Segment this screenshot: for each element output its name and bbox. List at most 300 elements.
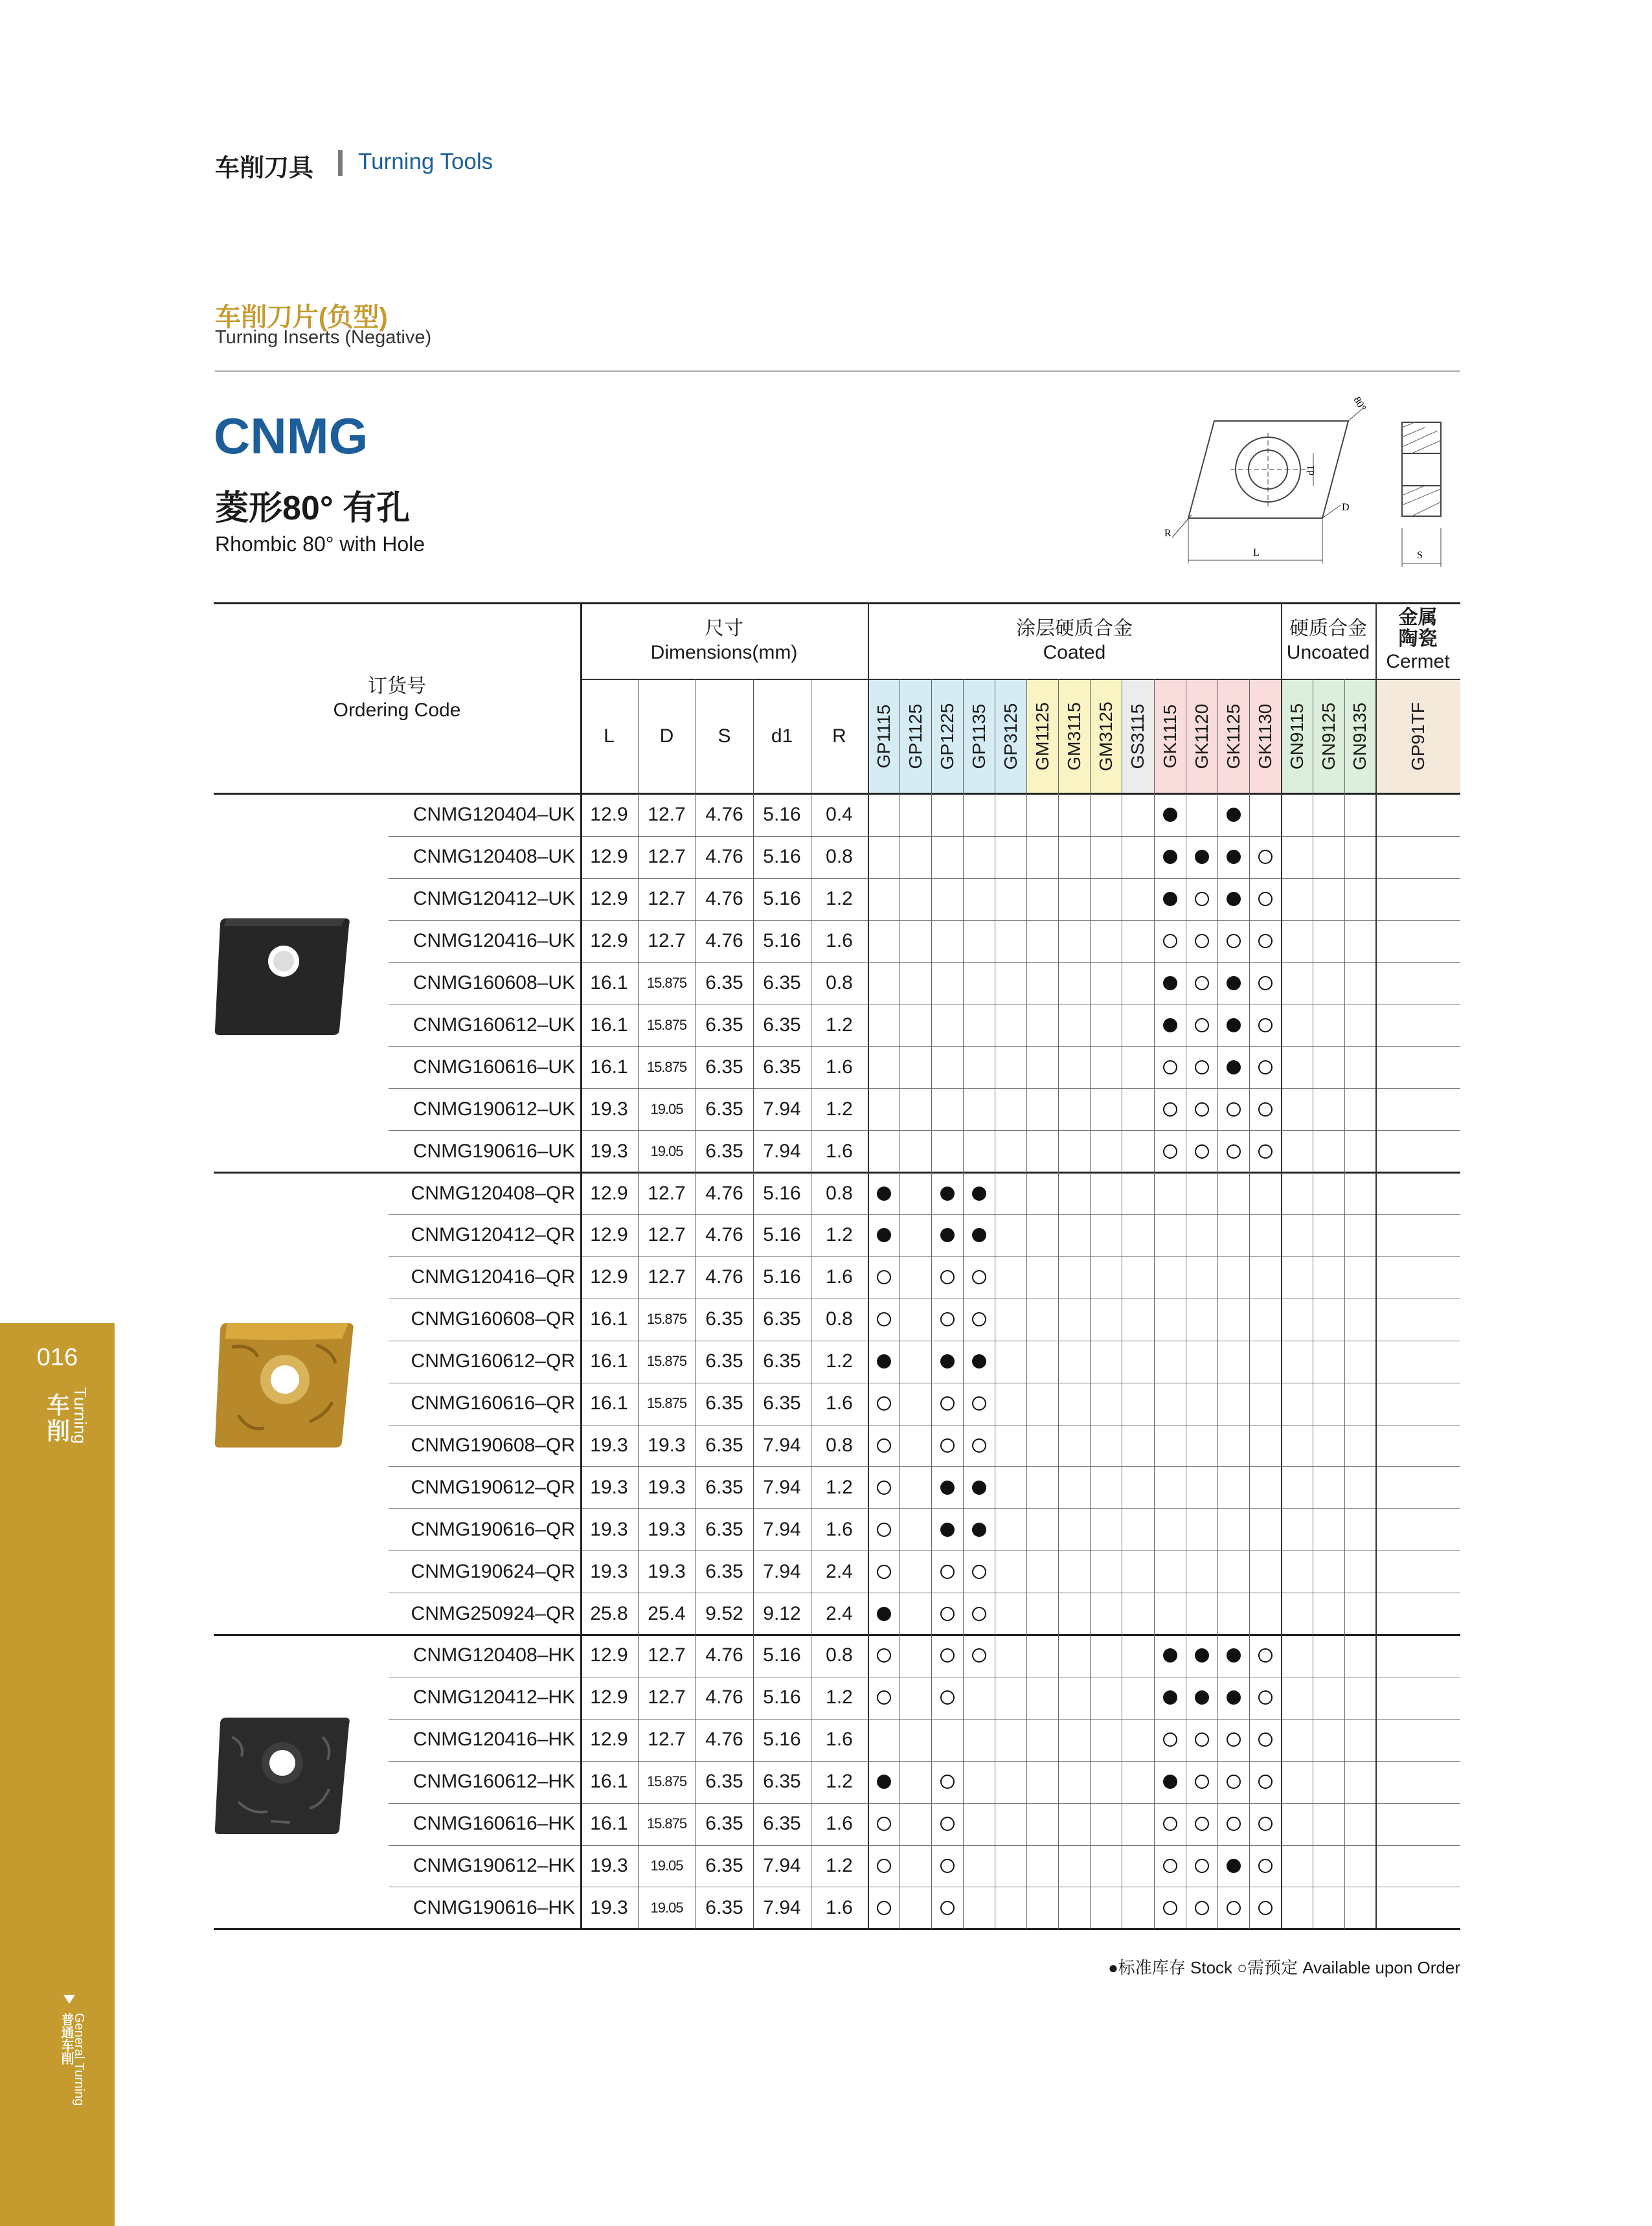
table-hline (389, 1845, 580, 1846)
stock-dot (1163, 1648, 1177, 1663)
table-hline (389, 1550, 580, 1551)
stock-dot (940, 1187, 955, 1201)
dimension-value: 12.9 (590, 846, 628, 868)
order-circle (1258, 892, 1273, 906)
table-hline (389, 1719, 580, 1720)
table-vline (1154, 679, 1155, 1929)
dimension-value: 6.35 (705, 1014, 743, 1036)
dimension-value: 12.7 (648, 1644, 686, 1666)
dimension-value: 16.1 (590, 1014, 628, 1036)
table-hline (389, 1761, 580, 1762)
drawing-D-label: D (1342, 502, 1350, 513)
grade-column-header: GP3125 (1000, 703, 1021, 770)
dimension-value: 0.8 (826, 972, 853, 994)
dimension-value: 6.35 (763, 1308, 801, 1330)
dimension-value: 12.9 (590, 930, 628, 952)
dimension-value: 6.35 (705, 1771, 743, 1793)
dimension-value: 12.9 (590, 888, 628, 910)
product-shape-cn: 菱形80° 有孔 (215, 490, 411, 527)
dimension-value: 0.8 (826, 1644, 853, 1666)
dimension-value: 1.6 (826, 1140, 853, 1162)
order-circle (877, 1312, 891, 1326)
dimension-value: 5.16 (763, 930, 801, 952)
order-circle (1227, 1901, 1241, 1915)
order-circle (877, 1565, 891, 1579)
dimension-value: 19.05 (650, 1142, 683, 1159)
dimension-value: 12.7 (648, 1687, 686, 1709)
order-circle (1163, 934, 1177, 948)
product-code: CNMG250924–QR (411, 1602, 575, 1624)
table-hline (580, 1088, 1460, 1089)
dimension-value: 1.2 (826, 1771, 853, 1793)
stock-dot (1227, 850, 1241, 864)
drawing-S-label: S (1417, 550, 1423, 561)
dimension-value: 19.3 (648, 1518, 686, 1540)
order-circle (877, 1901, 891, 1915)
dimension-value: 1.2 (826, 1854, 853, 1876)
order-circle (972, 1270, 986, 1284)
dimension-value: 0.4 (826, 804, 853, 826)
uncoated-header-line1: 硬质合金 (1289, 617, 1367, 639)
order-circle (940, 1901, 955, 1915)
dimension-value: 16.1 (590, 1056, 628, 1078)
product-code: CNMG160608–UK (413, 972, 575, 994)
dimension-column-header: R (832, 725, 846, 747)
dimension-value: 7.94 (763, 1140, 801, 1162)
table-hline (580, 1845, 1460, 1846)
page-number: 016 (36, 1344, 78, 1371)
order-circle (1258, 1775, 1273, 1789)
order-circle (1195, 1775, 1209, 1789)
dimension-value: 6.35 (705, 1434, 743, 1456)
order-circle (1227, 934, 1241, 948)
table-vline (963, 679, 964, 1929)
dimension-value: 6.35 (705, 1518, 743, 1540)
product-code: CNMG190612–HK (413, 1854, 575, 1876)
grade-column-header: GM3125 (1095, 701, 1116, 771)
dimension-value: 9.52 (705, 1602, 743, 1624)
dimension-value: 15.875 (646, 1016, 687, 1033)
table-vline (1026, 679, 1027, 1929)
grade-column-header: GP91TF (1407, 702, 1428, 771)
product-code: CNMG160612–HK (413, 1771, 575, 1793)
dimension-value: 1.2 (826, 1014, 853, 1036)
order-circle (940, 1565, 955, 1579)
product-code: CNMG190616–HK (413, 1896, 575, 1918)
dimension-value: 7.94 (763, 1896, 801, 1918)
dimension-value: 7.94 (763, 1476, 801, 1498)
order-circle (940, 1396, 955, 1411)
dimension-value: 16.1 (590, 972, 628, 994)
dimension-value: 12.7 (648, 804, 686, 826)
dimension-value: 19.3 (648, 1476, 686, 1498)
dimension-value: 6.35 (705, 1098, 743, 1120)
table-vline (1249, 679, 1250, 1929)
dimension-value: 4.76 (705, 1644, 743, 1666)
table-hline (214, 1172, 1460, 1174)
dimension-value: 12.7 (648, 1266, 686, 1288)
dimensions-header-line1: 尺寸 (705, 617, 743, 639)
dimension-value: 4.76 (705, 930, 743, 952)
table-hline (389, 1803, 580, 1804)
table-hline (389, 1088, 580, 1089)
dimension-value: 2.4 (826, 1602, 853, 1624)
order-circle (940, 1438, 955, 1453)
order-circle (940, 1607, 955, 1621)
section-title-cn: 车削刀片(负型) (215, 303, 388, 332)
grade-column-header: GK1120 (1191, 703, 1212, 769)
table-hline (389, 962, 580, 963)
stock-dot (1227, 1060, 1241, 1074)
dimension-value: 12.9 (590, 1224, 628, 1246)
order-circle (940, 1817, 955, 1831)
dimension-value: 25.4 (648, 1602, 686, 1624)
table-hline (580, 878, 1460, 879)
dimension-value: 4.76 (705, 1224, 743, 1246)
order-circle (1227, 1144, 1241, 1159)
table-vline (638, 679, 639, 1929)
legend: ●标准库存 Stock ○需预定 Available upon Order (1108, 1958, 1460, 1977)
dimension-value: 6.35 (763, 972, 801, 994)
dimension-value: 19.3 (590, 1560, 628, 1582)
table-vline (1375, 602, 1377, 1929)
dimension-value: 25.8 (590, 1602, 628, 1624)
dimension-value: 5.16 (763, 846, 801, 868)
dimension-value: 16.1 (590, 1771, 628, 1793)
grade-column-header: GP1115 (873, 704, 894, 769)
table-hline (580, 1046, 1460, 1047)
stock-dot (877, 1607, 891, 1621)
grade-column-header: GK1125 (1223, 703, 1243, 769)
uncoated-header (1281, 602, 1375, 679)
order-circle (1258, 1060, 1273, 1074)
order-circle (1195, 892, 1209, 906)
dimension-value: 1.2 (826, 888, 853, 910)
dimension-value: 15.875 (646, 1773, 687, 1790)
drawing-L-label: L (1253, 547, 1260, 558)
grade-column-header: GM3115 (1063, 702, 1084, 771)
stock-dot (1227, 1018, 1241, 1032)
dimension-value: 1.6 (826, 1056, 853, 1078)
stock-dot (972, 1523, 986, 1537)
order-circle (972, 1396, 986, 1411)
grade-column-header: GN9125 (1318, 702, 1339, 771)
product-code: CNMG120404–UK (413, 804, 575, 826)
header-title-en: Turning Tools (358, 149, 493, 174)
order-circle (1227, 1817, 1241, 1831)
dimension-value: 12.7 (648, 930, 686, 952)
order-circle (1258, 1018, 1273, 1032)
dimension-value: 12.9 (590, 1182, 628, 1204)
drawing-R-label: R (1164, 528, 1171, 539)
order-circle (940, 1859, 955, 1873)
grade-column-header: GK1130 (1254, 703, 1275, 769)
order-circle (1195, 1018, 1209, 1032)
order-circle (1195, 976, 1209, 990)
dimension-value: 19.3 (590, 1098, 628, 1120)
dimension-value: 1.2 (826, 1687, 853, 1709)
order-circle (877, 1396, 891, 1411)
table-hline (389, 1508, 580, 1509)
header-title-cn: 车削刀具 (215, 155, 314, 182)
dimension-value: 6.35 (705, 1813, 743, 1835)
dimension-value: 4.76 (705, 888, 743, 910)
table-hline (214, 793, 1460, 795)
table-hline (214, 1928, 1460, 1930)
order-circle (1163, 1817, 1177, 1831)
dimension-value: 1.2 (826, 1098, 853, 1120)
order-circle (1227, 1102, 1241, 1117)
stock-dot (1163, 1018, 1177, 1032)
order-circle (1258, 1690, 1273, 1705)
dimension-column-header: L (604, 725, 615, 747)
insert-qr-image (212, 1318, 358, 1451)
order-circle (877, 1270, 891, 1284)
dimension-value: 6.35 (763, 1771, 801, 1793)
product-code: CNMG160608–QR (411, 1308, 575, 1330)
dimension-value: 1.6 (826, 1896, 853, 1918)
dimension-value: 6.35 (763, 1350, 801, 1372)
stock-dot (877, 1187, 891, 1201)
order-circle (940, 1690, 955, 1705)
stock-dot (1227, 892, 1241, 906)
dimension-value: 1.6 (826, 1518, 853, 1540)
dimension-value: 5.16 (763, 1729, 801, 1751)
product-model: CNMG (214, 407, 368, 464)
grade-column-header: GN9115 (1286, 703, 1307, 770)
dimension-value: 6.35 (705, 1392, 743, 1414)
dimension-value: 19.3 (590, 1854, 628, 1876)
product-code: CNMG190616–UK (413, 1140, 575, 1162)
table-vline (753, 679, 754, 1929)
stock-dot (1227, 1648, 1241, 1663)
table-hline (580, 962, 1460, 963)
dimension-value: 6.35 (763, 1392, 801, 1414)
dimension-value: 19.3 (590, 1896, 628, 1918)
order-circle (1195, 1102, 1209, 1117)
dimension-value: 15.875 (646, 1395, 687, 1412)
table-hline (580, 1719, 1460, 1720)
cermet-header (1375, 602, 1460, 679)
product-shape-en: Rhombic 80° with Hole (215, 532, 425, 556)
product-code: CNMG120408–UK (413, 846, 575, 868)
table-hline (580, 1508, 1460, 1509)
grade-column-header: GP1225 (936, 703, 957, 770)
dimension-value: 6.35 (705, 1476, 743, 1498)
stock-dot (1163, 976, 1177, 990)
dimension-value: 12.9 (590, 804, 628, 826)
stock-dot (972, 1481, 986, 1495)
dimension-value: 5.16 (763, 1644, 801, 1666)
table-hline (389, 1130, 580, 1131)
table-hline (580, 1803, 1460, 1804)
dimension-value: 4.76 (705, 1729, 743, 1751)
product-code: CNMG120416–UK (413, 930, 575, 952)
product-code: CNMG160612–UK (413, 1014, 575, 1036)
dimension-value: 0.8 (826, 1182, 853, 1204)
order-circle (1258, 1102, 1273, 1117)
table-hline (580, 836, 1460, 837)
dimension-value: 5.16 (763, 1224, 801, 1246)
dimension-value: 12.9 (590, 1266, 628, 1288)
order-circle (877, 1481, 891, 1495)
stock-dot (940, 1523, 955, 1537)
dimension-value: 12.9 (590, 1644, 628, 1666)
dimension-value: 0.8 (826, 1434, 853, 1456)
table-vline (1281, 602, 1282, 1929)
order-circle (940, 1270, 955, 1284)
table-vline (1090, 679, 1091, 1929)
sidebar-label-en: Turning (71, 1387, 90, 1444)
stock-dot (940, 1354, 955, 1369)
table-hline (580, 1466, 1460, 1467)
cermet-en: Cermet (1386, 651, 1450, 673)
order-circle (940, 1312, 955, 1326)
dimension-value: 7.94 (763, 1434, 801, 1456)
table-hline (389, 878, 580, 879)
dimension-value: 12.9 (590, 1687, 628, 1709)
order-circle (877, 1523, 891, 1537)
order-circle (1258, 1732, 1273, 1747)
dimension-value: 0.8 (826, 1308, 853, 1330)
order-circle (972, 1312, 986, 1326)
order-circle (940, 1648, 955, 1663)
dimension-value: 19.3 (590, 1476, 628, 1498)
section-title-en: Turning Inserts (Negative) (215, 327, 432, 348)
order-circle (877, 1438, 891, 1453)
dimension-value: 15.875 (646, 1058, 687, 1075)
order-circle (1163, 1901, 1177, 1915)
product-code: CNMG120412–QR (411, 1224, 575, 1246)
table-vline (868, 602, 869, 1929)
dimension-value: 9.12 (763, 1602, 801, 1624)
dimension-value: 1.2 (826, 1224, 853, 1246)
dimensions-header (580, 602, 868, 679)
dimension-value: 4.76 (705, 804, 743, 826)
table-hline (389, 920, 580, 921)
stock-dot (972, 1228, 986, 1242)
dimension-value: 4.76 (705, 1266, 743, 1288)
product-code: CNMG190612–UK (413, 1098, 575, 1120)
product-code: CNMG160612–QR (411, 1350, 575, 1372)
order-circle (972, 1607, 986, 1621)
product-code: CNMG190616–QR (411, 1518, 575, 1540)
dimension-value: 16.1 (590, 1813, 628, 1835)
order-circle (1163, 1102, 1177, 1117)
dimension-value: 6.35 (763, 1056, 801, 1078)
dimension-value: 15.875 (646, 975, 687, 992)
order-circle (1195, 934, 1209, 948)
insert-hk-image (212, 1711, 355, 1837)
dimension-value: 6.35 (705, 1056, 743, 1078)
dimension-value: 19.3 (648, 1434, 686, 1456)
coated-header-line1: 涂层硬质合金 (1016, 617, 1133, 639)
dimension-value: 6.35 (705, 1854, 743, 1876)
order-circle (972, 1648, 986, 1663)
dimension-column-header: S (718, 725, 731, 747)
dimension-value: 6.35 (705, 972, 743, 994)
table-hline (580, 1256, 1460, 1257)
stock-dot (1195, 850, 1209, 864)
dimension-value: 5.16 (763, 888, 801, 910)
order-circle (1258, 1648, 1273, 1663)
grade-column-header: GS3115 (1127, 703, 1148, 769)
dimension-value: 19.05 (650, 1899, 683, 1916)
table-hline (389, 1466, 580, 1467)
order-circle (1195, 1901, 1209, 1915)
order-circle (1258, 976, 1273, 990)
table-hline (580, 679, 1460, 680)
dimension-value: 12.7 (648, 888, 686, 910)
order-circle (1195, 1144, 1209, 1159)
order-circle (1258, 850, 1273, 864)
table-hline (389, 1256, 580, 1257)
order-circle (1258, 1144, 1273, 1159)
table-vline (1344, 679, 1345, 1929)
insert-uk-image (212, 912, 355, 1038)
product-code: CNMG120408–QR (411, 1182, 575, 1204)
dimension-value: 7.94 (763, 1560, 801, 1582)
dimension-value: 6.35 (763, 1813, 801, 1835)
stock-dot (940, 1228, 955, 1242)
dimension-value: 6.35 (705, 1896, 743, 1918)
stock-dot (1163, 808, 1177, 822)
product-code: CNMG160616–QR (411, 1392, 575, 1414)
dimensions-header-line2: Dimensions(mm) (650, 642, 798, 663)
table-hline (389, 1046, 580, 1047)
dimension-value: 19.3 (648, 1560, 686, 1582)
order-circle (1258, 1901, 1273, 1915)
stock-dot (940, 1481, 955, 1495)
dimension-value: 6.35 (705, 1560, 743, 1582)
order-circle (1163, 1732, 1177, 1747)
dimension-value: 6.35 (705, 1140, 743, 1162)
product-code: CNMG190612–QR (411, 1476, 575, 1498)
product-code: CNMG190608–QR (411, 1434, 575, 1456)
stock-dot (1163, 850, 1177, 864)
dimension-value: 6.35 (763, 1014, 801, 1036)
stock-dot (1227, 1859, 1241, 1873)
stock-dot (1163, 892, 1177, 906)
dimension-value: 4.76 (705, 1182, 743, 1204)
stock-dot (972, 1187, 986, 1201)
stock-dot (1195, 1648, 1209, 1663)
sidebar-bottom-en: General Turning (72, 2013, 86, 2106)
dimension-value: 7.94 (763, 1854, 801, 1876)
stock-dot (877, 1775, 891, 1789)
dimension-value: 5.16 (763, 1266, 801, 1288)
stock-dot (1227, 808, 1241, 822)
order-circle (1195, 1859, 1209, 1873)
table-hline (389, 1214, 580, 1215)
dimension-value: 1.6 (826, 1813, 853, 1835)
grade-column-header: GN9135 (1350, 702, 1370, 771)
dimension-value: 1.2 (826, 1350, 853, 1372)
order-circle (972, 1438, 986, 1453)
order-circle (1163, 1144, 1177, 1159)
order-circle (1195, 1817, 1209, 1831)
table-hline (580, 1761, 1460, 1762)
order-circle (877, 1690, 891, 1705)
table-vline (1058, 679, 1059, 1929)
product-code: CNMG120412–HK (413, 1687, 575, 1709)
table-hline (214, 1634, 1460, 1636)
table-hline (580, 1550, 1460, 1551)
dimension-value: 1.2 (826, 1476, 853, 1498)
table-hline (580, 1130, 1460, 1131)
order-circle (1195, 1060, 1209, 1074)
dimension-value: 16.1 (590, 1392, 628, 1414)
